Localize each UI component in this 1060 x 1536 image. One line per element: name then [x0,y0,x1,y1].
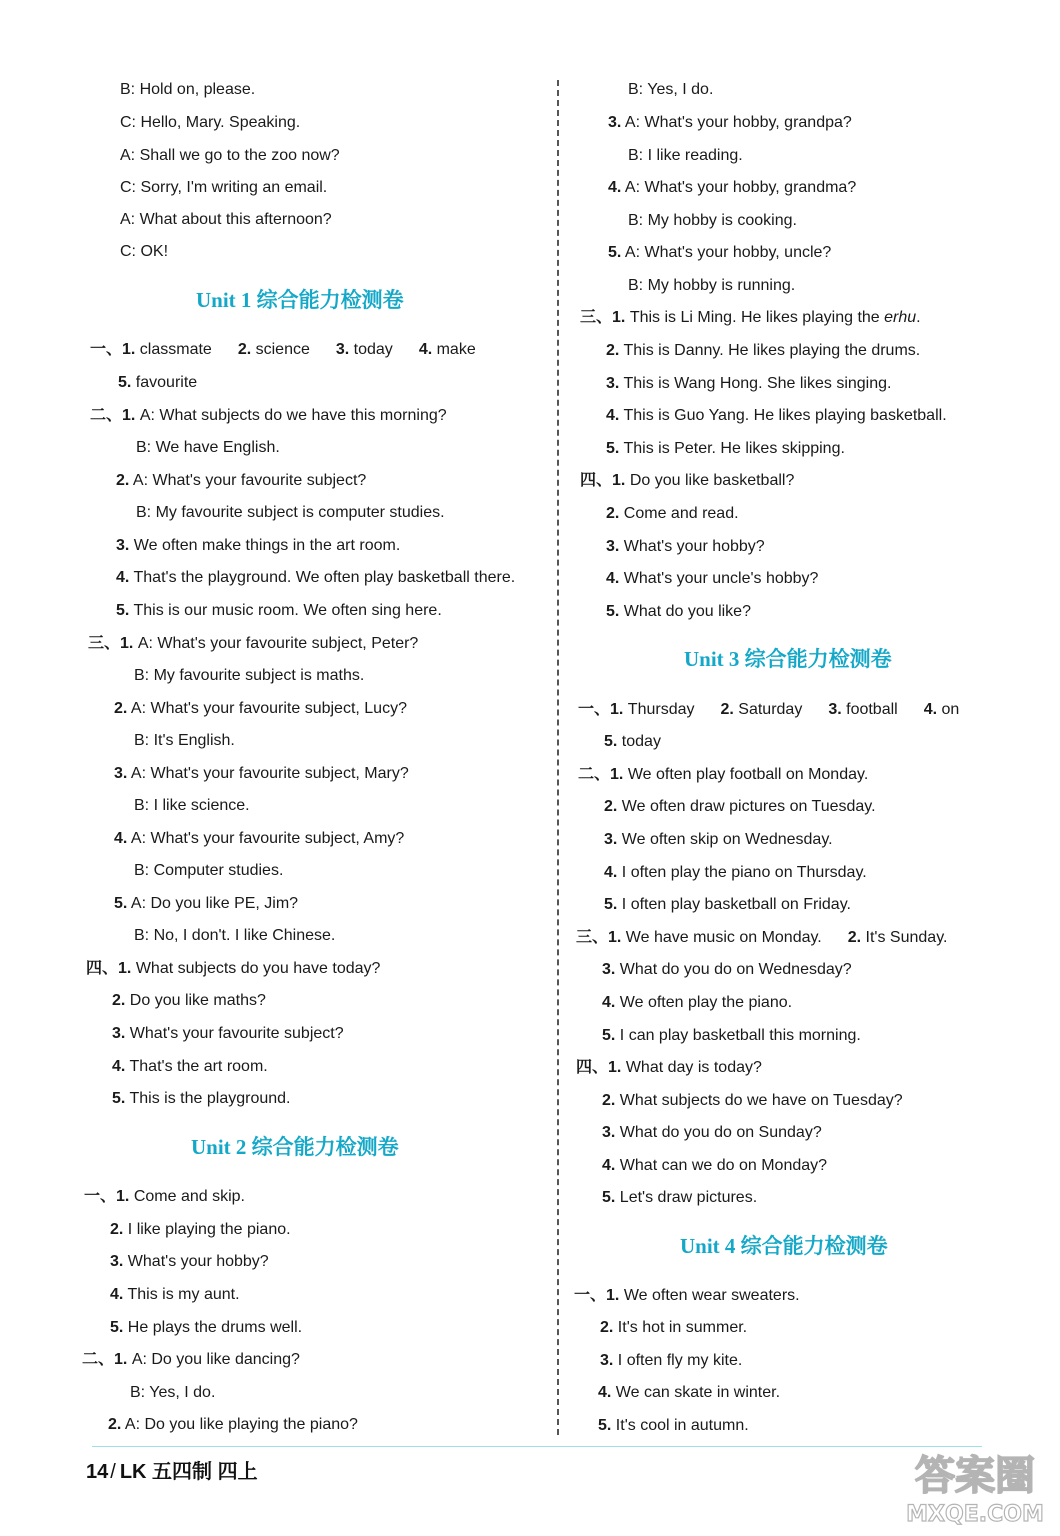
section-marker: 四、 [576,1059,609,1076]
answer-line [114,699,407,719]
answer-text: Let's draw pictures. [619,1189,758,1206]
item-number: 3. [114,765,128,782]
answer-line [134,861,283,881]
item-number: 3. [112,1025,126,1042]
watermark-top: 答案圈 [915,1453,1035,1499]
answer-line [110,1318,302,1338]
answer-text: We often draw pictures on Tuesday. [621,798,876,815]
answer-line [606,602,751,622]
footer-rule [92,1446,982,1447]
answer-text: Come and skip. [133,1188,245,1205]
answer-text: This is Guo Yang. He likes playing basketball. [623,407,947,424]
answer-text: This is our music room. We often sing here. [133,602,442,619]
answer-text: C: OK! [120,243,169,260]
item-answer: on [937,701,960,718]
item-number: 4. [418,341,433,358]
answer-text: B: I like science. [134,797,250,814]
answer-text: A: What about this afternoon? [120,211,332,228]
item-number: 4. [116,569,130,586]
item-answer: It's Sunday. [861,929,948,946]
answer-text: favourite [135,374,198,391]
item-answer: football [841,701,898,718]
answer-text: B: It's English. [134,732,235,749]
answer-tail: . [916,309,921,326]
answer-line [120,178,327,198]
footer-slash: / [110,1461,116,1483]
answer-text: What's your hobby? [623,538,765,555]
answer-text: We can skate in winter. [615,1384,781,1401]
answer-line [602,1123,822,1143]
item-number: 3. [606,375,620,392]
item-number: 1. [608,929,622,946]
section-marker: 三、 [580,309,613,326]
unit-title: Unit 3 综合能力检测卷 [684,647,892,671]
answer-line [120,80,255,100]
answer-text: B: Computer studies. [134,862,284,879]
answer-text: I often play basketball on Friday. [621,896,851,913]
answer-line [110,1252,269,1272]
item-number: 1. [122,341,136,358]
answer-text: What can we do on Monday? [619,1157,828,1174]
answer-line [600,1351,742,1371]
answer-text: A: What's your favourite subject? [132,472,367,489]
item-number: 4. [110,1286,124,1303]
book-label: LK 五四制 四上 [119,1461,258,1483]
unit-title: Unit 1 综合能力检测卷 [196,288,404,312]
answer-text: We often make things in the art room. [133,537,401,554]
answer-text: B: My favourite subject is computer studies. [136,504,445,521]
answer-text: This is Danny. He likes playing the drums. [623,342,921,359]
answer-text: B: My favourite subject is maths. [134,667,365,684]
item-number: 3. [828,701,842,718]
answer-line [628,276,795,296]
answer-line [598,1416,749,1436]
answer-line [114,764,409,784]
answer-text: We often skip on Wednesday. [621,831,833,848]
answer-text: What subjects do we have on Tuesday? [619,1092,903,1109]
answer-line [110,1220,291,1240]
unit-title: Unit 4 综合能力检测卷 [680,1234,888,1258]
item-answer: today [349,341,393,358]
item-number: 4. [923,701,938,718]
answer-text: This is Li Ming. He likes playing the [629,309,885,326]
item-number: 2. [108,1416,122,1433]
item-number: 5. [604,896,618,913]
item-number: 2. [116,472,130,489]
answer-line [108,1415,358,1435]
answer-italic: erhu [884,309,917,326]
answer-line [134,731,235,751]
answer-line [112,1089,290,1109]
answer-text: It's hot in summer. [617,1319,748,1336]
answer-line [116,568,515,588]
answer-line [602,1026,861,1046]
answer-text: C: Sorry, I'm writing an email. [120,179,328,196]
answer-text: What do you like? [623,603,751,620]
item-number: 5. [604,733,618,750]
answer-line [120,113,300,133]
answer-text: I often play the piano on Thursday. [621,864,867,881]
answer-line [130,1383,215,1403]
answer-text: What's your favourite subject? [129,1025,344,1042]
answer-line [134,926,335,946]
answer-text: This is my aunt. [127,1286,240,1303]
answer-row [578,700,959,720]
answer-text: B: I like reading. [628,147,743,164]
answer-line [120,210,332,230]
section-marker: 四、 [86,960,119,977]
answer-line [88,634,418,654]
item-answer: Thursday [623,701,695,718]
column-divider [557,80,559,1435]
item-number: 3. [606,538,620,555]
item-number: 5. [116,602,130,619]
answer-line [118,373,197,393]
item-number: 1. [608,1059,622,1076]
answer-line [112,1057,268,1077]
answer-line [608,243,831,263]
answer-line [606,537,765,557]
answer-line [116,471,366,491]
item-number: 4. [112,1058,126,1075]
item-number: 4. [608,179,622,196]
answer-text: I often fly my kite. [617,1352,743,1369]
answer-text: We often play football on Monday. [627,766,869,783]
answer-line [90,406,447,426]
answer-line [602,1091,903,1111]
item-answer: make [432,341,476,358]
item-number: 2. [606,505,620,522]
answer-line [136,503,445,523]
answer-line [134,666,364,686]
watermark-logo [900,1445,1050,1527]
answer-line [608,178,856,198]
item-answer: Saturday [733,701,803,718]
item-number: 3. [604,831,618,848]
answer-line [576,1058,762,1078]
item-number: 4. [602,1157,616,1174]
item-number: 4. [606,407,620,424]
item-number: 3. [600,1352,614,1369]
item-number: 4. [598,1384,612,1401]
section-marker: 一、 [574,1287,607,1304]
answer-text: B: My hobby is running. [628,277,796,294]
item-number: 2. [847,929,862,946]
item-answer: science [251,341,310,358]
item-number: 2. [600,1319,614,1336]
answer-line [580,308,921,328]
answer-text: A: Do you like PE, Jim? [130,895,299,912]
answer-text: A: Do you like playing the piano? [124,1416,358,1433]
answer-text: A: What's your hobby, uncle? [624,244,832,261]
item-number: 3. [602,1124,616,1141]
item-number: 2. [602,1092,616,1109]
item-number: 2. [114,700,128,717]
answer-text: What day is today? [625,1059,762,1076]
answer-line [604,797,876,817]
answer-text: A: What's your hobby, grandma? [624,179,857,196]
answer-line [606,341,920,361]
answer-line [134,796,250,816]
answer-text: A: What's your favourite subject, Lucy? [130,700,407,717]
answer-line [602,960,852,980]
unit-title: Unit 2 综合能力检测卷 [191,1135,399,1159]
item-number: 5. [114,895,128,912]
answer-line [136,438,280,458]
watermark-bottom: MXQE.COM [906,1502,1044,1527]
item-number: 5. [602,1189,616,1206]
section-marker: 三、 [88,635,121,652]
answer-text: I like playing the piano. [127,1221,291,1238]
answer-line [82,1350,300,1370]
answer-text: B: No, I don't. I like Chinese. [134,927,336,944]
item-number: 2. [720,701,734,718]
section-marker: 一、 [84,1188,117,1205]
answer-text: It's cool in autumn. [615,1417,749,1434]
answer-line [608,113,852,133]
item-number: 3. [110,1253,124,1270]
item-number: 1. [610,766,624,783]
item-number: 2. [237,341,252,358]
answer-text: This is Wang Hong. She likes singing. [623,375,892,392]
answer-text: Come and read. [623,505,739,522]
answer-text: B: Hold on, please. [120,81,256,98]
answer-text: B: We have English. [136,439,280,456]
answer-text: He plays the drums well. [127,1319,303,1336]
answer-line [114,829,404,849]
item-number: 3. [116,537,130,554]
item-number: 1. [120,635,134,652]
answer-text: That's the playground. We often play basketball there. [133,569,516,586]
answer-text: B: Yes, I do. [130,1384,216,1401]
answer-line [116,536,400,556]
answer-text: A: What's your hobby, grandpa? [624,114,852,131]
answer-text: This is Peter. He likes skipping. [623,440,845,457]
item-number: 4. [604,864,618,881]
answer-text: Do you like maths? [129,992,266,1009]
answer-text: What's your hobby? [127,1253,269,1270]
answer-line [604,895,851,915]
answer-line [604,732,661,752]
answer-text: We often play the piano. [619,994,793,1011]
answer-text: We often wear sweaters. [623,1287,800,1304]
answer-line [84,1187,245,1207]
item-number: 5. [606,603,620,620]
item-number: 5. [598,1417,612,1434]
item-number: 4. [602,994,616,1011]
section-marker: 一、 [578,701,611,718]
item-number: 5. [602,1027,616,1044]
answer-text: B: Yes, I do. [628,81,714,98]
section-marker: 二、 [90,407,123,424]
item-number: 2. [606,342,620,359]
item-number: 1. [116,1188,130,1205]
item-answer: We have music on Monday. [621,929,822,946]
item-number: 2. [112,992,126,1009]
page-footer [86,1460,258,1484]
item-number: 4. [606,570,620,587]
answer-line [606,504,739,524]
answer-line [602,1156,827,1176]
answer-line [114,894,298,914]
answer-text: A: What's your favourite subject, Mary? [130,765,409,782]
answer-text: A: Do you like dancing? [131,1351,300,1368]
item-number: 1. [612,309,626,326]
answer-text: A: What subjects do we have this morning? [139,407,447,424]
answer-text: This is the playground. [129,1090,291,1107]
answer-line [598,1383,780,1403]
answer-line [604,863,867,883]
answer-text: What subjects do you have today? [135,960,381,977]
answer-line [604,830,833,850]
answer-line [120,146,340,166]
answer-line [606,406,947,426]
answer-text: Do you like basketball? [629,472,795,489]
item-number: 1. [118,960,132,977]
answer-line [602,1188,757,1208]
answer-text: A: What's your favourite subject, Peter? [137,635,419,652]
item-number: 3. [335,341,350,358]
answer-text: A: Shall we go to the zoo now? [120,147,340,164]
item-number: 5. [110,1319,124,1336]
answer-line [112,991,266,1011]
item-number: 3. [608,114,622,131]
answer-text: What's your uncle's hobby? [623,570,819,587]
item-number: 3. [602,961,616,978]
answer-line [602,993,792,1013]
item-number: 1. [606,1287,620,1304]
answer-line [112,1024,344,1044]
answer-text: What do you do on Wednesday? [619,961,852,978]
answer-line [580,471,794,491]
item-number: 5. [606,440,620,457]
answer-text: B: My hobby is cooking. [628,212,797,229]
answer-line [606,569,818,589]
item-number: 5. [112,1090,126,1107]
item-number: 4. [114,830,128,847]
answer-line [116,601,442,621]
answer-line [110,1285,240,1305]
answer-line [628,211,797,231]
section-marker: 二、 [578,766,611,783]
answer-line [628,146,743,166]
answer-row [90,340,476,360]
section-marker: 一、 [90,341,123,358]
item-number: 1. [114,1351,128,1368]
section-marker: 四、 [580,472,613,489]
item-number: 5. [118,374,132,391]
answer-line [574,1286,800,1306]
answer-line [86,959,380,979]
answer-line [578,765,868,785]
item-answer: classmate [135,341,212,358]
answer-text: That's the art room. [129,1058,268,1075]
answer-line [120,242,168,262]
answer-line [606,374,891,394]
answer-text: C: Hello, Mary. Speaking. [120,114,301,131]
answer-text: I can play basketball this morning. [619,1027,861,1044]
answer-line [600,1318,747,1338]
answer-line [606,439,845,459]
answer-text: today [621,733,661,750]
item-number: 2. [110,1221,124,1238]
section-marker: 三、 [576,929,609,946]
item-number: 2. [604,798,618,815]
answer-row [576,928,947,948]
answer-text: A: What's your favourite subject, Amy? [130,830,405,847]
section-marker: 二、 [82,1351,115,1368]
answer-text: What do you do on Sunday? [619,1124,822,1141]
item-number: 5. [608,244,622,261]
answer-line [628,80,713,100]
item-number: 1. [610,701,624,718]
page-number: 14 [86,1461,109,1483]
item-number: 1. [612,472,626,489]
item-number: 1. [122,407,136,424]
